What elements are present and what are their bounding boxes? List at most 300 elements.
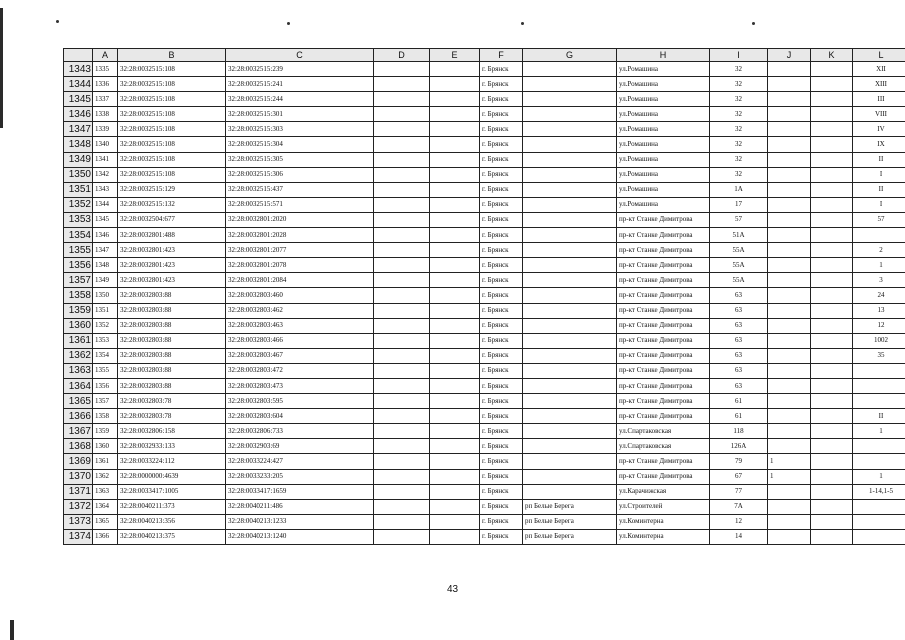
cell-e[interactable] bbox=[430, 514, 480, 529]
cell-a[interactable]: 1339 bbox=[93, 122, 118, 137]
cell-g[interactable] bbox=[523, 378, 617, 393]
cell-a[interactable]: 1338 bbox=[93, 107, 118, 122]
cell-h[interactable]: пр-кт Станке Димитрова bbox=[617, 378, 710, 393]
cell-g[interactable]: рп Белые Берега bbox=[523, 499, 617, 514]
cell-h[interactable]: пр-кт Станке Димитрова bbox=[617, 348, 710, 363]
cell-l[interactable]: II bbox=[853, 152, 905, 167]
cell-d[interactable] bbox=[374, 197, 430, 212]
cell-i[interactable]: 55А bbox=[710, 273, 768, 288]
cell-e[interactable] bbox=[430, 333, 480, 348]
cell-k[interactable] bbox=[811, 454, 853, 469]
cell-d[interactable] bbox=[374, 318, 430, 333]
cell-k[interactable] bbox=[811, 152, 853, 167]
cell-c[interactable]: 32:28:0032803:472 bbox=[226, 363, 374, 378]
cell-h[interactable]: ул.Ромашина bbox=[617, 182, 710, 197]
cell-f[interactable]: г. Брянск bbox=[480, 167, 523, 182]
row-number[interactable]: 1343 bbox=[64, 62, 93, 77]
cell-c[interactable]: 32:28:0032515:244 bbox=[226, 92, 374, 107]
cell-f[interactable]: г. Брянск bbox=[480, 529, 523, 544]
cell-j[interactable]: 1 bbox=[768, 469, 811, 484]
cell-f[interactable]: г. Брянск bbox=[480, 273, 523, 288]
cell-i[interactable]: 51А bbox=[710, 228, 768, 243]
cell-a[interactable]: 1357 bbox=[93, 394, 118, 409]
cell-c[interactable]: 32:28:0032515:437 bbox=[226, 182, 374, 197]
cell-f[interactable]: г. Брянск bbox=[480, 77, 523, 92]
cell-j[interactable] bbox=[768, 137, 811, 152]
row-number[interactable]: 1344 bbox=[64, 77, 93, 92]
cell-b[interactable]: 32:28:0032803:78 bbox=[118, 409, 226, 424]
cell-b[interactable]: 32:28:0032803:88 bbox=[118, 378, 226, 393]
cell-e[interactable] bbox=[430, 212, 480, 227]
cell-b[interactable]: 32:28:0040211:373 bbox=[118, 499, 226, 514]
cell-i[interactable]: 32 bbox=[710, 107, 768, 122]
cell-i[interactable]: 63 bbox=[710, 318, 768, 333]
cell-h[interactable]: пр-кт Станке Димитрова bbox=[617, 228, 710, 243]
row-number[interactable]: 1364 bbox=[64, 378, 93, 393]
cell-b[interactable]: 32:28:0033224:112 bbox=[118, 454, 226, 469]
cell-f[interactable]: г. Брянск bbox=[480, 122, 523, 137]
column-header-i[interactable]: I bbox=[710, 49, 768, 62]
cell-c[interactable]: 32:28:0032515:571 bbox=[226, 197, 374, 212]
cell-b[interactable]: 32:28:0032801:488 bbox=[118, 228, 226, 243]
cell-a[interactable]: 1350 bbox=[93, 288, 118, 303]
cell-k[interactable] bbox=[811, 228, 853, 243]
cell-g[interactable] bbox=[523, 152, 617, 167]
cell-f[interactable]: г. Брянск bbox=[480, 182, 523, 197]
cell-l[interactable] bbox=[853, 363, 905, 378]
cell-d[interactable] bbox=[374, 303, 430, 318]
cell-d[interactable] bbox=[374, 378, 430, 393]
cell-k[interactable] bbox=[811, 484, 853, 499]
cell-h[interactable]: ул.Спартаковская bbox=[617, 439, 710, 454]
row-number[interactable]: 1362 bbox=[64, 348, 93, 363]
cell-l[interactable]: II bbox=[853, 182, 905, 197]
cell-e[interactable] bbox=[430, 409, 480, 424]
cell-d[interactable] bbox=[374, 107, 430, 122]
cell-l[interactable]: 57 bbox=[853, 212, 905, 227]
column-header-a[interactable]: A bbox=[93, 49, 118, 62]
row-number[interactable]: 1347 bbox=[64, 122, 93, 137]
cell-a[interactable]: 1343 bbox=[93, 182, 118, 197]
cell-l[interactable] bbox=[853, 499, 905, 514]
cell-k[interactable] bbox=[811, 182, 853, 197]
cell-e[interactable] bbox=[430, 62, 480, 77]
cell-g[interactable] bbox=[523, 197, 617, 212]
cell-f[interactable]: г. Брянск bbox=[480, 348, 523, 363]
cell-c[interactable]: 32:28:0040211:486 bbox=[226, 499, 374, 514]
cell-g[interactable] bbox=[523, 92, 617, 107]
cell-e[interactable] bbox=[430, 258, 480, 273]
row-number[interactable]: 1360 bbox=[64, 318, 93, 333]
cell-f[interactable]: г. Брянск bbox=[480, 409, 523, 424]
cell-e[interactable] bbox=[430, 228, 480, 243]
cell-j[interactable] bbox=[768, 92, 811, 107]
cell-i[interactable]: 63 bbox=[710, 288, 768, 303]
cell-c[interactable]: 32:28:0032515:241 bbox=[226, 77, 374, 92]
column-header-f[interactable]: F bbox=[480, 49, 523, 62]
cell-i[interactable]: 14 bbox=[710, 529, 768, 544]
cell-e[interactable] bbox=[430, 243, 480, 258]
cell-h[interactable]: пр-кт Станке Димитрова bbox=[617, 243, 710, 258]
cell-h[interactable]: пр-кт Станке Димитрова bbox=[617, 469, 710, 484]
cell-g[interactable] bbox=[523, 137, 617, 152]
cell-h[interactable]: ул.Ромашина bbox=[617, 77, 710, 92]
cell-g[interactable] bbox=[523, 409, 617, 424]
cell-d[interactable] bbox=[374, 152, 430, 167]
cell-c[interactable]: 32:28:0032803:462 bbox=[226, 303, 374, 318]
cell-c[interactable]: 32:28:0032801:2077 bbox=[226, 243, 374, 258]
cell-b[interactable]: 32:28:0032803:88 bbox=[118, 363, 226, 378]
cell-d[interactable] bbox=[374, 288, 430, 303]
cell-c[interactable]: 32:28:0032803:604 bbox=[226, 409, 374, 424]
cell-f[interactable]: г. Брянск bbox=[480, 484, 523, 499]
cell-h[interactable]: пр-кт Станке Димитрова bbox=[617, 258, 710, 273]
cell-h[interactable]: пр-кт Станке Димитрова bbox=[617, 212, 710, 227]
cell-i[interactable]: 118 bbox=[710, 424, 768, 439]
cell-h[interactable]: ул.Ромашина bbox=[617, 107, 710, 122]
cell-g[interactable] bbox=[523, 288, 617, 303]
cell-h[interactable]: ул.Ромашина bbox=[617, 197, 710, 212]
cell-l[interactable] bbox=[853, 378, 905, 393]
row-number[interactable]: 1368 bbox=[64, 439, 93, 454]
cell-d[interactable] bbox=[374, 273, 430, 288]
cell-f[interactable]: г. Брянск bbox=[480, 92, 523, 107]
cell-e[interactable] bbox=[430, 378, 480, 393]
cell-j[interactable] bbox=[768, 122, 811, 137]
cell-l[interactable] bbox=[853, 439, 905, 454]
column-header-d[interactable]: D bbox=[374, 49, 430, 62]
cell-a[interactable]: 1366 bbox=[93, 529, 118, 544]
cell-j[interactable] bbox=[768, 394, 811, 409]
cell-k[interactable] bbox=[811, 394, 853, 409]
cell-g[interactable] bbox=[523, 333, 617, 348]
cell-d[interactable] bbox=[374, 258, 430, 273]
cell-i[interactable]: 63 bbox=[710, 348, 768, 363]
cell-b[interactable]: 32:28:0032515:108 bbox=[118, 152, 226, 167]
row-number[interactable]: 1373 bbox=[64, 514, 93, 529]
cell-k[interactable] bbox=[811, 348, 853, 363]
cell-k[interactable] bbox=[811, 424, 853, 439]
cell-a[interactable]: 1351 bbox=[93, 303, 118, 318]
cell-c[interactable]: 32:28:0032803:463 bbox=[226, 318, 374, 333]
cell-g[interactable]: рп Белые Берега bbox=[523, 529, 617, 544]
cell-l[interactable]: VIII bbox=[853, 107, 905, 122]
cell-g[interactable] bbox=[523, 273, 617, 288]
cell-h[interactable]: пр-кт Станке Димитрова bbox=[617, 409, 710, 424]
cell-d[interactable] bbox=[374, 167, 430, 182]
cell-f[interactable]: г. Брянск bbox=[480, 258, 523, 273]
cell-h[interactable]: ул.Ромашина bbox=[617, 167, 710, 182]
cell-k[interactable] bbox=[811, 92, 853, 107]
cell-l[interactable]: 13 bbox=[853, 303, 905, 318]
cell-i[interactable]: 57 bbox=[710, 212, 768, 227]
cell-e[interactable] bbox=[430, 318, 480, 333]
cell-e[interactable] bbox=[430, 92, 480, 107]
cell-i[interactable]: 63 bbox=[710, 378, 768, 393]
cell-e[interactable] bbox=[430, 197, 480, 212]
cell-d[interactable] bbox=[374, 333, 430, 348]
column-header-b[interactable]: B bbox=[118, 49, 226, 62]
cell-k[interactable] bbox=[811, 243, 853, 258]
cell-j[interactable] bbox=[768, 439, 811, 454]
cell-b[interactable]: 32:28:0032515:108 bbox=[118, 62, 226, 77]
row-number[interactable]: 1352 bbox=[64, 197, 93, 212]
cell-j[interactable] bbox=[768, 484, 811, 499]
cell-a[interactable]: 1346 bbox=[93, 228, 118, 243]
cell-f[interactable]: г. Брянск bbox=[480, 288, 523, 303]
cell-a[interactable]: 1360 bbox=[93, 439, 118, 454]
cell-e[interactable] bbox=[430, 348, 480, 363]
cell-k[interactable] bbox=[811, 514, 853, 529]
column-header-l[interactable]: L bbox=[853, 49, 905, 62]
cell-j[interactable]: 1 bbox=[768, 454, 811, 469]
cell-i[interactable]: 63 bbox=[710, 303, 768, 318]
cell-k[interactable] bbox=[811, 499, 853, 514]
cell-h[interactable]: ул.Коминтерна bbox=[617, 529, 710, 544]
cell-f[interactable]: г. Брянск bbox=[480, 333, 523, 348]
cell-h[interactable]: пр-кт Станке Димитрова bbox=[617, 273, 710, 288]
cell-i[interactable]: 17 bbox=[710, 197, 768, 212]
cell-l[interactable] bbox=[853, 514, 905, 529]
cell-e[interactable] bbox=[430, 167, 480, 182]
column-header-c[interactable]: C bbox=[226, 49, 374, 62]
cell-g[interactable] bbox=[523, 439, 617, 454]
cell-d[interactable] bbox=[374, 212, 430, 227]
cell-g[interactable] bbox=[523, 62, 617, 77]
cell-c[interactable]: 32:28:0032801:2078 bbox=[226, 258, 374, 273]
column-header-e[interactable]: E bbox=[430, 49, 480, 62]
cell-b[interactable]: 32:28:0032515:108 bbox=[118, 92, 226, 107]
row-number[interactable]: 1372 bbox=[64, 499, 93, 514]
column-header-g[interactable]: G bbox=[523, 49, 617, 62]
cell-e[interactable] bbox=[430, 137, 480, 152]
cell-l[interactable]: I bbox=[853, 197, 905, 212]
cell-k[interactable] bbox=[811, 333, 853, 348]
cell-k[interactable] bbox=[811, 318, 853, 333]
cell-i[interactable]: 32 bbox=[710, 167, 768, 182]
cell-b[interactable]: 32:28:0032803:88 bbox=[118, 348, 226, 363]
cell-b[interactable]: 32:28:0040213:375 bbox=[118, 529, 226, 544]
row-number[interactable]: 1348 bbox=[64, 137, 93, 152]
cell-c[interactable]: 32:28:0032515:303 bbox=[226, 122, 374, 137]
cell-e[interactable] bbox=[430, 499, 480, 514]
cell-d[interactable] bbox=[374, 182, 430, 197]
cell-l[interactable]: III bbox=[853, 92, 905, 107]
cell-l[interactable]: 1002 bbox=[853, 333, 905, 348]
cell-f[interactable]: г. Брянск bbox=[480, 197, 523, 212]
cell-c[interactable]: 32:28:0032903:69 bbox=[226, 439, 374, 454]
cell-g[interactable] bbox=[523, 122, 617, 137]
cell-i[interactable]: 32 bbox=[710, 62, 768, 77]
cell-e[interactable] bbox=[430, 424, 480, 439]
cell-j[interactable] bbox=[768, 77, 811, 92]
cell-d[interactable] bbox=[374, 137, 430, 152]
cell-b[interactable]: 32:28:0032803:78 bbox=[118, 394, 226, 409]
cell-e[interactable] bbox=[430, 394, 480, 409]
cell-e[interactable] bbox=[430, 484, 480, 499]
cell-a[interactable]: 1336 bbox=[93, 77, 118, 92]
cell-c[interactable]: 32:28:0032803:460 bbox=[226, 288, 374, 303]
cell-i[interactable]: 67 bbox=[710, 469, 768, 484]
cell-g[interactable] bbox=[523, 243, 617, 258]
cell-i[interactable]: 32 bbox=[710, 77, 768, 92]
cell-g[interactable] bbox=[523, 107, 617, 122]
cell-a[interactable]: 1347 bbox=[93, 243, 118, 258]
cell-c[interactable]: 32:28:0032801:2028 bbox=[226, 228, 374, 243]
cell-c[interactable]: 32:28:0033233:205 bbox=[226, 469, 374, 484]
cell-c[interactable]: 32:28:0032803:473 bbox=[226, 378, 374, 393]
cell-e[interactable] bbox=[430, 303, 480, 318]
cell-g[interactable] bbox=[523, 303, 617, 318]
cell-f[interactable]: г. Брянск bbox=[480, 363, 523, 378]
cell-h[interactable]: ул.Строителей bbox=[617, 499, 710, 514]
cell-a[interactable]: 1335 bbox=[93, 62, 118, 77]
cell-a[interactable]: 1345 bbox=[93, 212, 118, 227]
cell-j[interactable] bbox=[768, 258, 811, 273]
cell-k[interactable] bbox=[811, 107, 853, 122]
column-header-k[interactable]: K bbox=[811, 49, 853, 62]
cell-i[interactable]: 55А bbox=[710, 243, 768, 258]
row-number[interactable]: 1351 bbox=[64, 182, 93, 197]
cell-j[interactable] bbox=[768, 228, 811, 243]
cell-a[interactable]: 1363 bbox=[93, 484, 118, 499]
column-header-h[interactable]: H bbox=[617, 49, 710, 62]
cell-a[interactable]: 1361 bbox=[93, 454, 118, 469]
cell-d[interactable] bbox=[374, 484, 430, 499]
cell-h[interactable]: пр-кт Станке Димитрова bbox=[617, 394, 710, 409]
row-number[interactable]: 1355 bbox=[64, 243, 93, 258]
cell-b[interactable]: 32:28:0032504:677 bbox=[118, 212, 226, 227]
cell-c[interactable]: 32:28:0032801:2084 bbox=[226, 273, 374, 288]
cell-g[interactable] bbox=[523, 363, 617, 378]
cell-e[interactable] bbox=[430, 454, 480, 469]
cell-j[interactable] bbox=[768, 197, 811, 212]
row-number[interactable]: 1345 bbox=[64, 92, 93, 107]
cell-l[interactable]: 35 bbox=[853, 348, 905, 363]
cell-j[interactable] bbox=[768, 318, 811, 333]
cell-b[interactable]: 32:28:0032515:108 bbox=[118, 137, 226, 152]
cell-b[interactable]: 32:28:0033417:1005 bbox=[118, 484, 226, 499]
cell-i[interactable]: 32 bbox=[710, 122, 768, 137]
cell-k[interactable] bbox=[811, 197, 853, 212]
cell-b[interactable]: 32:28:0032515:132 bbox=[118, 197, 226, 212]
cell-e[interactable] bbox=[430, 273, 480, 288]
cell-b[interactable]: 32:28:0032803:88 bbox=[118, 303, 226, 318]
cell-d[interactable] bbox=[374, 469, 430, 484]
cell-c[interactable]: 32:28:0033224:427 bbox=[226, 454, 374, 469]
cell-a[interactable]: 1341 bbox=[93, 152, 118, 167]
cell-g[interactable] bbox=[523, 182, 617, 197]
cell-l[interactable]: II bbox=[853, 409, 905, 424]
cell-a[interactable]: 1356 bbox=[93, 378, 118, 393]
cell-l[interactable]: 12 bbox=[853, 318, 905, 333]
cell-h[interactable]: ул.Карачижская bbox=[617, 484, 710, 499]
cell-a[interactable]: 1362 bbox=[93, 469, 118, 484]
cell-f[interactable]: г. Брянск bbox=[480, 62, 523, 77]
cell-a[interactable]: 1342 bbox=[93, 167, 118, 182]
cell-i[interactable]: 63 bbox=[710, 333, 768, 348]
row-number[interactable]: 1374 bbox=[64, 529, 93, 544]
row-number[interactable]: 1357 bbox=[64, 273, 93, 288]
cell-c[interactable]: 32:28:0032803:467 bbox=[226, 348, 374, 363]
cell-j[interactable] bbox=[768, 303, 811, 318]
cell-k[interactable] bbox=[811, 363, 853, 378]
cell-a[interactable]: 1359 bbox=[93, 424, 118, 439]
cell-h[interactable]: пр-кт Станке Димитрова bbox=[617, 333, 710, 348]
cell-f[interactable]: г. Брянск bbox=[480, 514, 523, 529]
row-number[interactable]: 1359 bbox=[64, 303, 93, 318]
cell-f[interactable]: г. Брянск bbox=[480, 303, 523, 318]
cell-i[interactable]: 126А bbox=[710, 439, 768, 454]
cell-d[interactable] bbox=[374, 499, 430, 514]
row-number[interactable]: 1354 bbox=[64, 228, 93, 243]
cell-h[interactable]: пр-кт Станке Димитрова bbox=[617, 303, 710, 318]
row-number[interactable]: 1356 bbox=[64, 258, 93, 273]
cell-j[interactable] bbox=[768, 333, 811, 348]
row-number[interactable]: 1371 bbox=[64, 484, 93, 499]
cell-a[interactable]: 1340 bbox=[93, 137, 118, 152]
cell-a[interactable]: 1344 bbox=[93, 197, 118, 212]
cell-b[interactable]: 32:28:0032806:158 bbox=[118, 424, 226, 439]
cell-c[interactable]: 32:28:0032515:306 bbox=[226, 167, 374, 182]
cell-a[interactable]: 1358 bbox=[93, 409, 118, 424]
cell-e[interactable] bbox=[430, 469, 480, 484]
cell-g[interactable]: рп Белые Берега bbox=[523, 514, 617, 529]
cell-f[interactable]: г. Брянск bbox=[480, 228, 523, 243]
cell-l[interactable]: 1 bbox=[853, 424, 905, 439]
cell-f[interactable]: г. Брянск bbox=[480, 212, 523, 227]
row-number[interactable]: 1367 bbox=[64, 424, 93, 439]
cell-i[interactable]: 77 bbox=[710, 484, 768, 499]
row-number[interactable]: 1370 bbox=[64, 469, 93, 484]
cell-f[interactable]: г. Брянск bbox=[480, 499, 523, 514]
cell-i[interactable]: 61 bbox=[710, 409, 768, 424]
cell-a[interactable]: 1355 bbox=[93, 363, 118, 378]
cell-j[interactable] bbox=[768, 363, 811, 378]
cell-d[interactable] bbox=[374, 454, 430, 469]
cell-d[interactable] bbox=[374, 348, 430, 363]
cell-j[interactable] bbox=[768, 167, 811, 182]
row-number[interactable]: 1361 bbox=[64, 333, 93, 348]
cell-j[interactable] bbox=[768, 288, 811, 303]
cell-a[interactable]: 1348 bbox=[93, 258, 118, 273]
cell-e[interactable] bbox=[430, 288, 480, 303]
cell-i[interactable]: 32 bbox=[710, 137, 768, 152]
cell-f[interactable]: г. Брянск bbox=[480, 378, 523, 393]
row-number[interactable]: 1350 bbox=[64, 167, 93, 182]
cell-i[interactable]: 79 bbox=[710, 454, 768, 469]
cell-k[interactable] bbox=[811, 469, 853, 484]
row-number[interactable]: 1346 bbox=[64, 107, 93, 122]
cell-k[interactable] bbox=[811, 273, 853, 288]
cell-l[interactable] bbox=[853, 394, 905, 409]
cell-k[interactable] bbox=[811, 77, 853, 92]
cell-b[interactable]: 32:28:0032801:423 bbox=[118, 243, 226, 258]
cell-j[interactable] bbox=[768, 424, 811, 439]
cell-k[interactable] bbox=[811, 122, 853, 137]
cell-g[interactable] bbox=[523, 469, 617, 484]
cell-f[interactable]: г. Брянск bbox=[480, 424, 523, 439]
cell-j[interactable] bbox=[768, 182, 811, 197]
cell-k[interactable] bbox=[811, 62, 853, 77]
cell-f[interactable]: г. Брянск bbox=[480, 152, 523, 167]
cell-h[interactable]: ул.Ромашина bbox=[617, 92, 710, 107]
cell-j[interactable] bbox=[768, 514, 811, 529]
cell-b[interactable]: 32:28:0032515:108 bbox=[118, 77, 226, 92]
cell-b[interactable]: 32:28:0032803:88 bbox=[118, 288, 226, 303]
cell-i[interactable]: 32 bbox=[710, 92, 768, 107]
cell-l[interactable]: XIII bbox=[853, 77, 905, 92]
